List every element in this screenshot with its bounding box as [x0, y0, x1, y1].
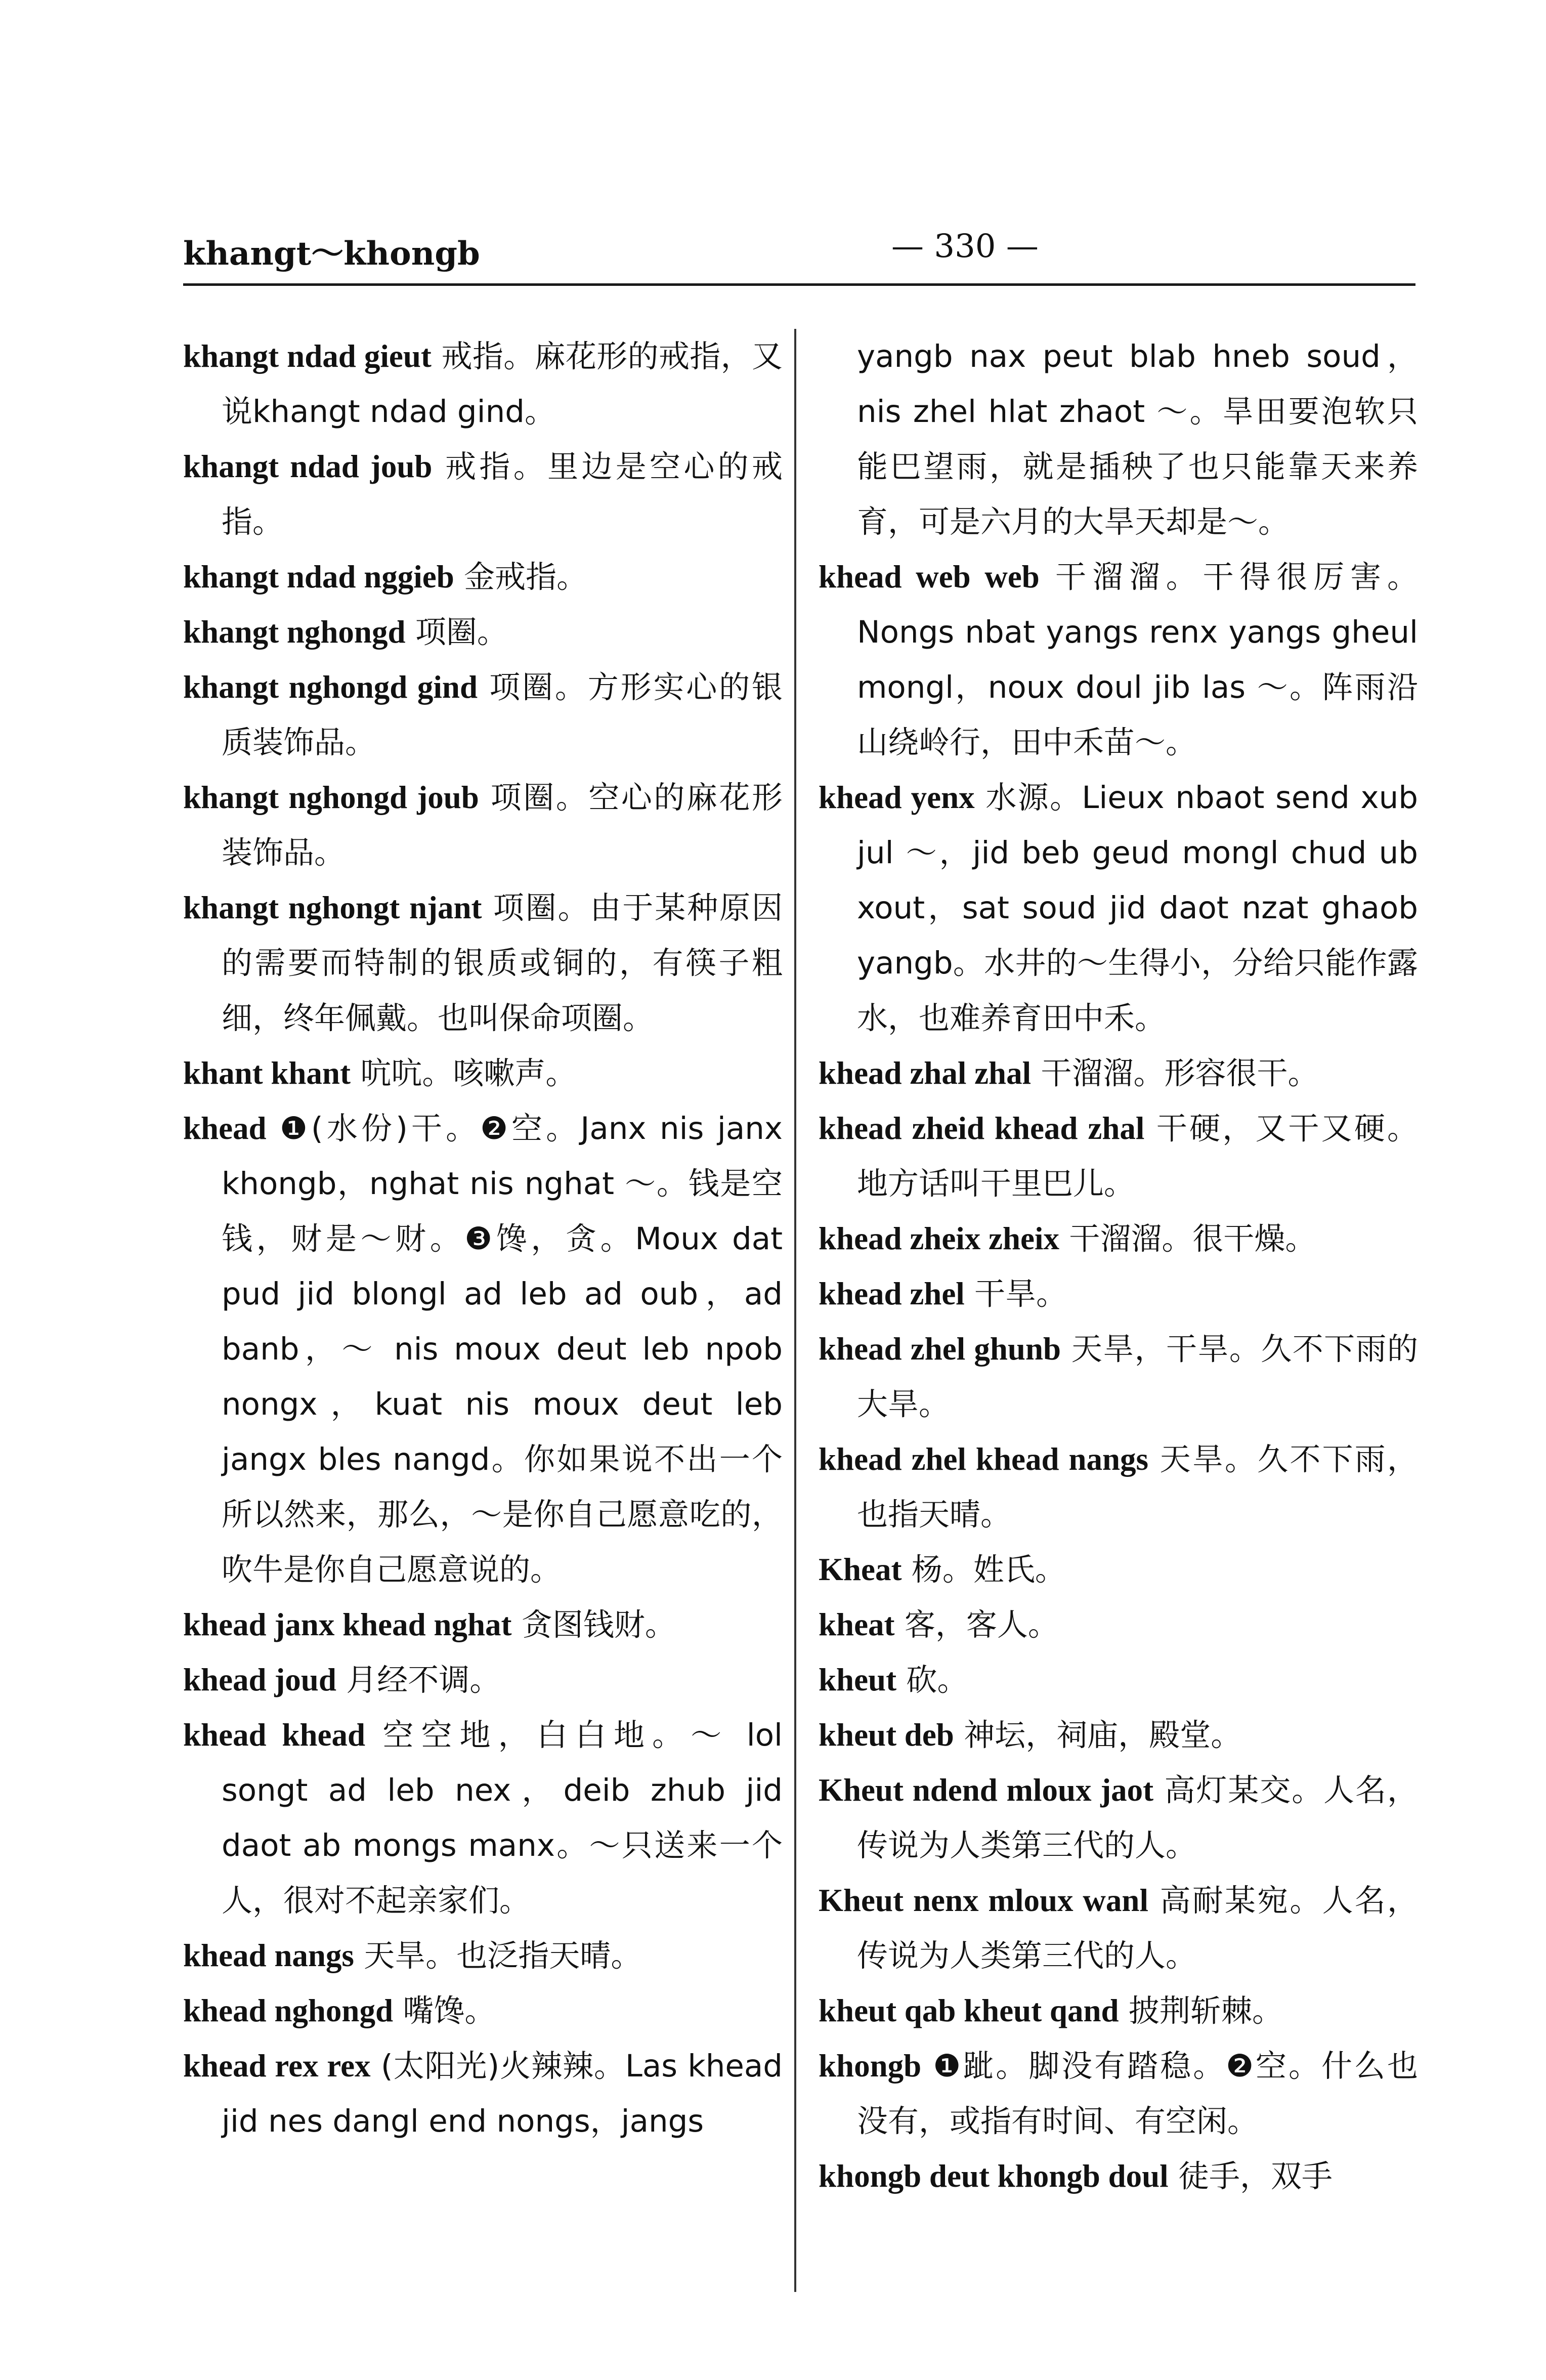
definition: 干溜溜。形容很干。	[1031, 1055, 1319, 1091]
definition: 杨。姓氏。	[901, 1552, 1066, 1588]
dictionary-entry	[819, 1983, 1418, 2038]
headword: Kheat	[819, 1552, 902, 1587]
definition: 嘴馋。	[393, 1993, 496, 2029]
dictionary-entry	[819, 1873, 1418, 1983]
dictionary-entry-continued	[819, 329, 1418, 549]
definition: 项圈。	[405, 614, 508, 650]
definition: 神坛，祠庙，殿堂。	[954, 1717, 1242, 1753]
definition: 客，客人。	[894, 1607, 1059, 1643]
headword: Kheut nenx mloux wanl	[819, 1883, 1148, 1918]
headword: kheut qab kheut qand	[819, 1993, 1119, 2028]
dictionary-entry	[819, 1101, 1418, 1211]
dictionary-entry	[183, 1101, 783, 1597]
headword: khangt nghongd gind	[183, 669, 478, 705]
dictionary-entry	[819, 2149, 1418, 2204]
definition: 干溜溜。很干燥。	[1059, 1221, 1316, 1257]
definition: 月经不调。	[336, 1662, 501, 1698]
headword: kheut	[819, 1662, 897, 1697]
dictionary-entry	[819, 1708, 1418, 1763]
dictionary-entry	[819, 770, 1418, 1046]
definition: 天旱，干旱。久不下雨的大旱。	[857, 1331, 1418, 1422]
definition: 天旱。也泛指天晴。	[354, 1938, 642, 1974]
headword: khongb deut khongb doul	[819, 2158, 1169, 2194]
definition: 徒手，双手	[1168, 2158, 1333, 2194]
headword: khant khant	[183, 1055, 351, 1091]
dictionary-entry	[819, 1322, 1418, 1432]
headword: khead zhel khead nangs	[819, 1441, 1149, 1477]
right-column	[819, 329, 1418, 2204]
definition: 吭吭。咳嗽声。	[350, 1055, 577, 1091]
definition: (太阳光)火辣辣。Las khead jid nes dangl end nongs，jangs	[222, 2048, 783, 2139]
dictionary-entry	[183, 1652, 783, 1708]
dictionary-entry	[819, 1652, 1418, 1708]
headword: khead nangs	[183, 1938, 354, 1973]
headword: khead janx khead nghat	[183, 1607, 512, 1642]
definition: 披荆斩棘。	[1119, 1993, 1283, 2029]
left-column	[183, 329, 783, 2149]
running-head: khangt～khongb	[183, 235, 480, 273]
dictionary-entry	[183, 1928, 783, 1983]
headword: khead zhal zhal	[819, 1055, 1032, 1091]
headword: khead joud	[183, 1662, 336, 1697]
headword: kheat	[819, 1607, 895, 1642]
dictionary-entry	[183, 2038, 783, 2149]
definition: 金戒指。	[454, 559, 588, 595]
definition: 高耐某宛。人名，传说为人类第三代的人。	[857, 1883, 1418, 1974]
definition: 砍。	[896, 1662, 968, 1698]
definition: 水源。Lieux nbaot send xub jul ～，jid beb geud mongl chud ub xout，sat soud jid daot nzat ghaob yangb。水井的～生得小，分给只能作露水，也难养育田中禾。	[857, 780, 1418, 1036]
dictionary-entry	[183, 1708, 783, 1928]
headword: khangt nghongd	[183, 614, 406, 650]
dictionary-entry	[819, 1211, 1418, 1266]
definition: 干旱。	[964, 1276, 1067, 1312]
dictionary-entry	[183, 770, 783, 880]
headword: khongb	[819, 2048, 922, 2084]
definition: yangb nax peut blab hneb soud，nis zhel hlat zhaot ～。旱田要泡软只能巴望雨，就是插秧了也只能靠天来养育，可是六月的大旱天却是～。	[857, 338, 1418, 540]
dictionary-entry	[183, 660, 783, 770]
definition: 戒指。麻花形的戒指，又说khangt ndad gind。	[222, 338, 783, 430]
headword: khead zheix zheix	[819, 1221, 1060, 1256]
dictionary-entry	[183, 549, 783, 605]
definition: 项圈。空心的麻花形装饰品。	[222, 780, 783, 871]
dictionary-entry	[819, 1597, 1418, 1652]
dictionary-entry	[183, 605, 783, 660]
headword: khead web web	[819, 559, 1040, 594]
headword: khead rex rex	[183, 2048, 371, 2084]
dictionary-entry	[819, 1432, 1418, 1542]
definition: ❶(水份)干。❷空。Janx nis janx khongb，nghat nis nghat ～。钱是空钱，财是～财。❸馋，贪。Moux dat pud jid blongl ad leb ad oub，ad banb，～ nis moux deut leb npob nongx，kuat nis moux deut leb jangx bles nangd。你如果说不出一个所以然来，那么，～是你自己愿意吃的，吹牛是你自己愿意说的。	[222, 1111, 783, 1588]
headword: khangt ndad nggieb	[183, 559, 454, 594]
definition: 干硬，又干又硬。地方话叫干里巴儿。	[857, 1111, 1418, 1202]
definition: 项圈。方形实心的银质装饰品。	[222, 669, 783, 760]
dictionary-entry	[183, 1046, 783, 1101]
definition: 干溜溜。干得很厉害。Nongs nbat yangs renx yangs gheul mongl，noux doul jib las ～。阵雨沿山绕岭行，田中禾苗～。	[857, 559, 1418, 760]
headword: khead	[183, 1111, 267, 1146]
dictionary-entry	[819, 1266, 1418, 1322]
dictionary-entry	[183, 1597, 783, 1652]
definition: 天旱。久不下雨，也指天晴。	[857, 1441, 1418, 1533]
headword: khangt nghongt njant	[183, 890, 482, 925]
definition: 空空地，白白地。～ lol songt ad leb nex，deib zhub jid daot ab mongs manx。～只送来一个人，很对不起亲家们。	[222, 1717, 783, 1919]
dictionary-entry	[819, 1046, 1418, 1101]
headword: Kheut ndend mloux jaot	[819, 1772, 1154, 1808]
dictionary-entry	[183, 880, 783, 1046]
dictionary-entry	[819, 1542, 1418, 1597]
dictionary-entry	[183, 439, 783, 549]
dictionary-entry	[819, 549, 1418, 770]
definition: 项圈。由于某种原因的需要而特制的银质或铜的，有筷子粗细，终年佩戴。也叫保命项圈。	[222, 890, 783, 1036]
definition: 高灯某交。人名，传说为人类第三代的人。	[857, 1772, 1418, 1863]
headword: khangt ndad joub	[183, 449, 433, 484]
headword: khangt ndad gieut	[183, 338, 432, 374]
dictionary-entry	[183, 329, 783, 439]
headword: khangt nghongd joub	[183, 780, 479, 815]
headword: khead zhel ghunb	[819, 1331, 1061, 1367]
page-number: — 330 —	[891, 228, 1039, 265]
headword: kheut deb	[819, 1717, 954, 1753]
column-divider	[794, 329, 796, 2292]
definition: 贪图钱财。	[511, 1607, 676, 1643]
dictionary-entry	[819, 1763, 1418, 1873]
dictionary-entry	[819, 2038, 1418, 2149]
headword: khead yenx	[819, 780, 975, 815]
headword: khead nghongd	[183, 1993, 393, 2028]
dictionary-entry	[183, 1983, 783, 2038]
definition: 戒指。里边是空心的戒指。	[222, 449, 783, 540]
headword: khead zhel	[819, 1276, 965, 1311]
headword: khead khead	[183, 1717, 365, 1753]
page-header	[183, 223, 1415, 286]
definition: ❶跐。脚没有踏稳。❷空。什么也没有，或指有时间、有空闲。	[857, 2048, 1418, 2139]
headword: khead zheid khead zhal	[819, 1111, 1145, 1146]
